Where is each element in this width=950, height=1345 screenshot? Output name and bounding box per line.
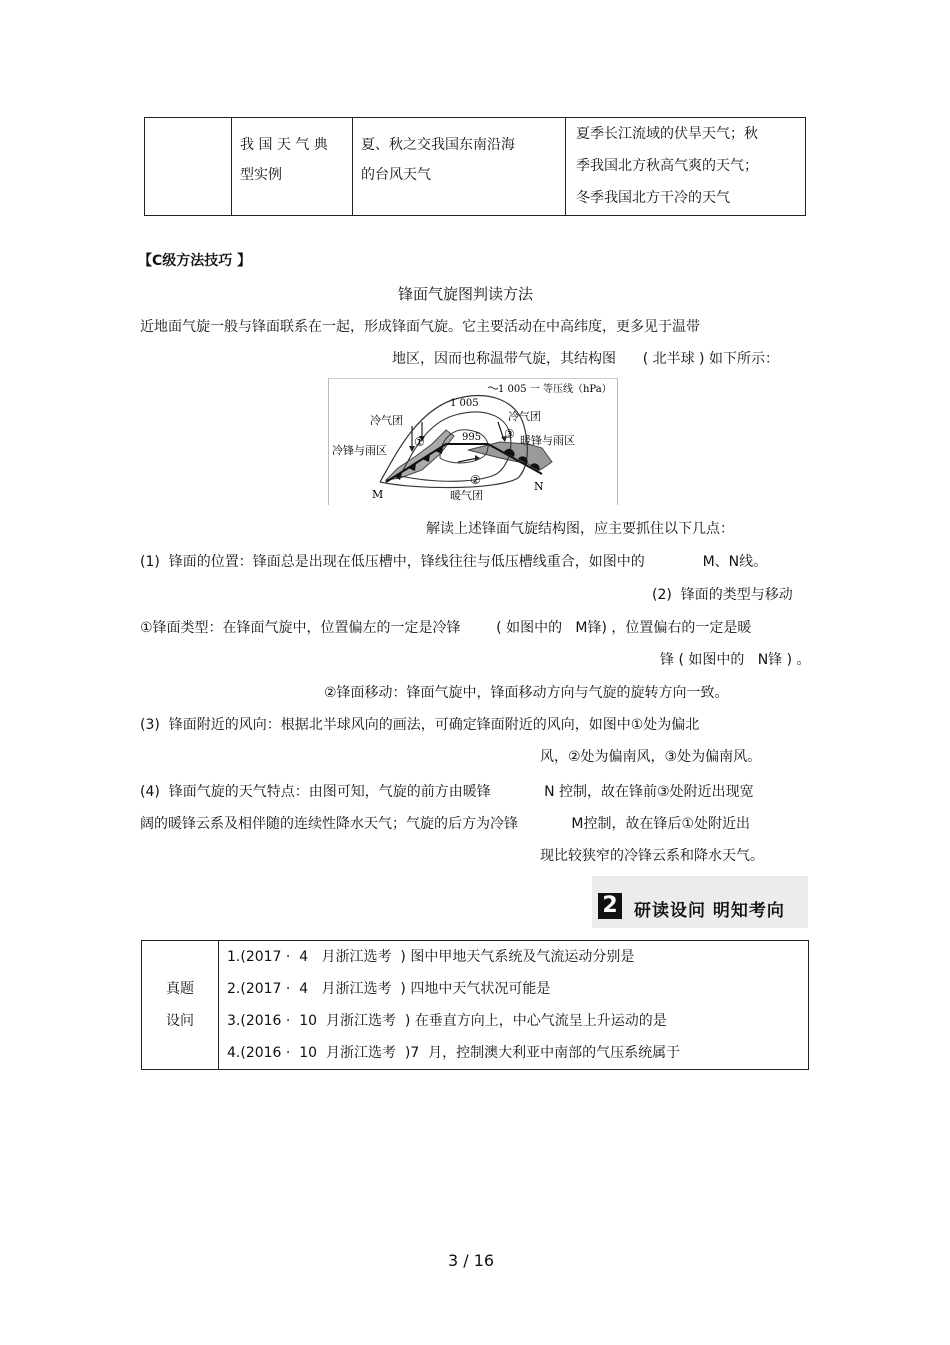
level-label: 【C级方法技巧 】 <box>138 253 252 269</box>
para-5a: (3) 锋面附近的风向：根据北半球风向的画法，可确定锋面附近的风向，如图中①处为偏北 <box>140 717 700 733</box>
label-995: 995 <box>462 432 482 443</box>
circle-1-label: ① <box>414 435 425 449</box>
isobar-legend: 1 005 一 等压线（hPa） <box>498 384 612 395</box>
circle-3-label: ③ <box>504 427 515 441</box>
para-6b: 阔的暖锋云系及相伴随的连续性降水天气；气旋的后方为冷锋 M控制，故在锋后①处附近出 <box>140 816 751 832</box>
questions-label-line1: 真题 <box>166 981 194 997</box>
cold-mass-right-label: 冷气团 <box>508 410 541 423</box>
cell-text: 季我国北方秋高气爽的天气； <box>576 158 758 174</box>
question-item: 1.(2017 · 4 月浙江选考 ) 图中甲地天气系统及气流运动分别是 <box>227 949 635 965</box>
para-5b: 风，②处为偏南风，③处为偏南风。 <box>540 749 762 765</box>
banner-number: 2 <box>598 893 622 919</box>
question-item: 3.(2016 · 10 月浙江选考 ) 在垂直方向上，中心气流呈上升运动的是 <box>227 1013 667 1029</box>
top-table-cell-example <box>232 118 353 216</box>
point-m-label: M <box>372 488 384 501</box>
para-6c: 现比较狭窄的冷锋云系和降水天气。 <box>540 848 764 864</box>
warm-front-label: 暖锋与雨区 <box>520 434 575 447</box>
section-title: 锋面气旋图判读方法 <box>398 285 534 303</box>
top-table <box>144 117 806 216</box>
questions-table <box>141 940 809 1070</box>
question-item: 4.(2016 · 10 月浙江选考 )7 月，控制澳大利亚中南部的气压系统属于 <box>227 1045 681 1061</box>
top-table-empty-cell <box>145 118 232 216</box>
legend-isobar-sample <box>488 387 498 389</box>
cell-text: 冬季我国北方干冷的天气 <box>576 190 730 206</box>
circle-2-label: ② <box>470 473 481 487</box>
top-table-cell-weather <box>566 118 806 216</box>
frontal-cyclone-diagram <box>328 378 618 505</box>
top-table-cell-typhoon <box>353 118 566 216</box>
cell-text: 型实例 <box>240 167 282 183</box>
intro-line-2: 地区，因而也称温带气旋，其结构图 ( 北半球 ) 如下所示： <box>392 351 779 367</box>
questions-label-cell <box>142 941 219 1070</box>
question-item: 2.(2017 · 4 月浙江选考 ) 四地中天气状况可能是 <box>227 981 551 997</box>
page-number: 3 / 16 <box>448 1251 495 1270</box>
point-n-label: N <box>534 480 544 493</box>
para-3b: 锋 ( 如图中的 N锋 ) 。 <box>660 652 811 668</box>
cold-front-label: 冷锋与雨区 <box>332 444 387 457</box>
warm-mass-label: 暖气团 <box>450 489 483 502</box>
para-3a: ①锋面类型：在锋面气旋中，位置偏左的一定是冷锋 ( 如图中的 M锋) ，位置偏右的一定是暖 <box>140 620 752 636</box>
para-6a: (4) 锋面气旋的天气特点：由图可知，气旋的前方由暖锋 N 控制，故在锋前③处附近出现宽 <box>140 784 754 800</box>
questions-label-line2: 设问 <box>166 1013 194 1029</box>
cell-text: 的台风天气 <box>361 167 431 183</box>
banner-text: 研读设问 明知考向 <box>634 901 785 921</box>
cell-text: 夏季长江流域的伏旱天气；秋 <box>576 126 758 142</box>
para-2: (2) 锋面的类型与移动 <box>652 587 793 603</box>
body-lead: 解读上述锋面气旋结构图，应主要抓住以下几点： <box>426 521 734 537</box>
cell-text: 夏、秋之交我国东南沿海 <box>361 137 515 153</box>
intro-line-1: 近地面气旋一般与锋面联系在一起，形成锋面气旋。它主要活动在中高纬度，更多见于温带 <box>140 319 700 335</box>
cold-mass-left-label: 冷气团 <box>370 414 403 427</box>
label-1005: 1 005 <box>450 398 479 409</box>
questions-list-cell <box>219 941 809 1070</box>
para-4: ②锋面移动：锋面气旋中，锋面移动方向与气旋的旋转方向一致。 <box>324 685 729 701</box>
cell-text: 我 国 天 气 典 <box>240 137 328 153</box>
para-1: (1) 锋面的位置：锋面总是出现在低压槽中，锋线往往与低压槽线重合，如图中的 M、N线。 <box>140 554 768 570</box>
